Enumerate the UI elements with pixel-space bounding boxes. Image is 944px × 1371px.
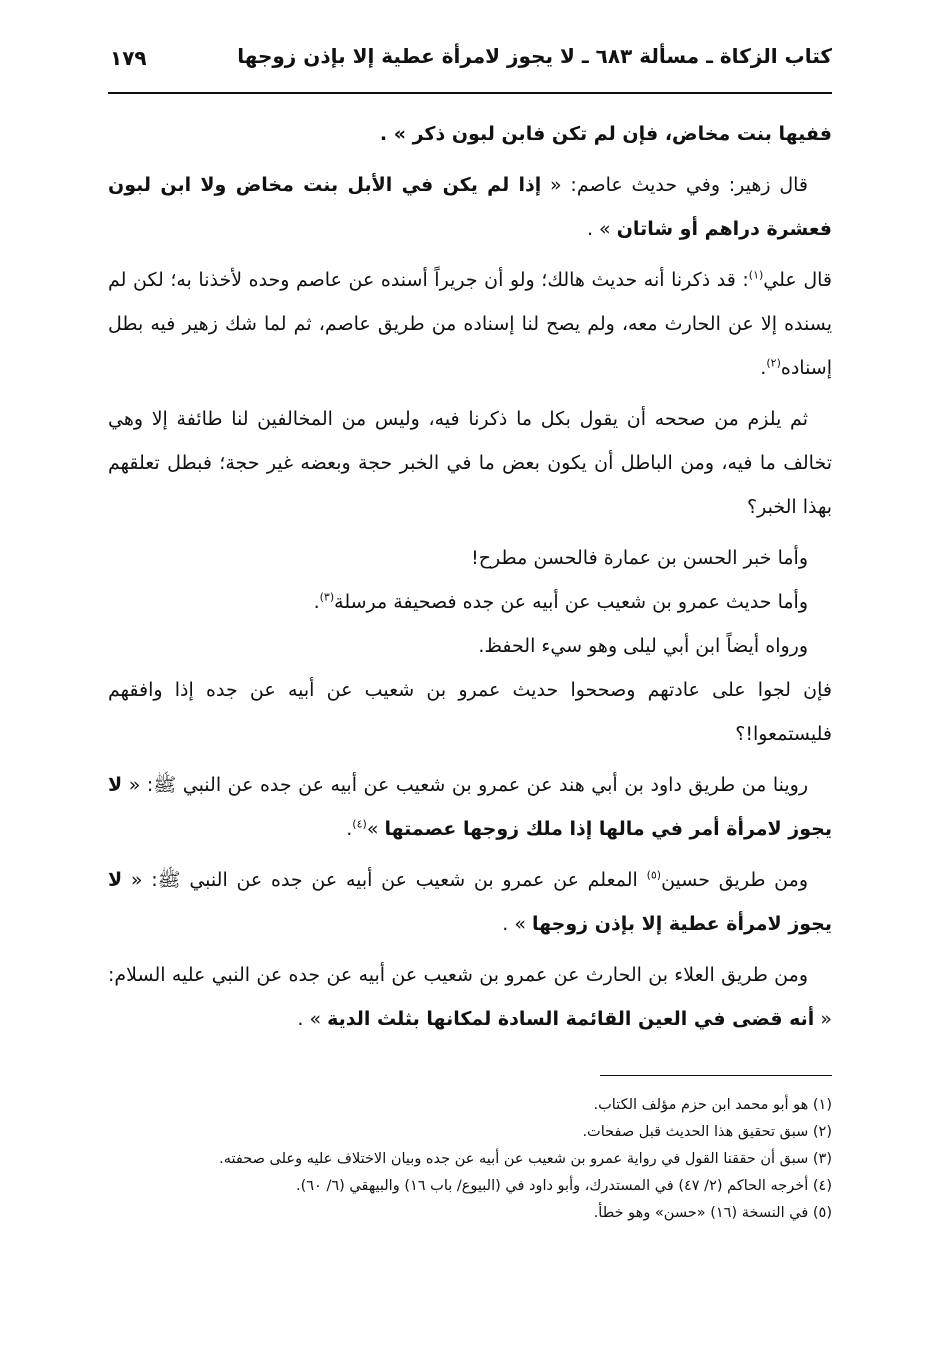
paragraph-7-text: ورواه أيضاً ابن أبي ليلى وهو سيء الحفظ. [478,635,808,657]
paragraph-11-lead: ومن طريق العلاء بن الحارث عن عمرو بن شعيب عن أبيه عن جده عن النبي عليه السلام: « [108,964,832,1030]
paragraph-1-text: ففيها بنت مخاض، فإن لم تكن فابن لبون ذكر » . [379,123,832,145]
paragraph-11 [108,953,832,1041]
paragraph-10-mid: المعلم عن عمرو بن شعيب عن أبيه عن جده عن النبي ﷺ: « [122,869,647,891]
paragraph-4 [108,397,832,529]
paragraph-7 [108,624,832,668]
paragraph-10-lead: ومن طريق حسين [661,869,809,891]
paragraph-10 [108,858,832,946]
header-rule [108,92,832,94]
paragraph-3-lead: قال علي [763,269,832,291]
paragraph-9-tail: » [366,818,385,840]
paragraph-5-text: وأما خبر الحسن بن عمارة فالحسن مطرح! [471,547,808,569]
paragraph-9-lead: روينا من طريق داود بن أبي هند عن عمرو بن شعيب عن أبيه عن جده عن النبي ﷺ: « [122,774,808,796]
paragraph-2-lead: قال زهير: وفي حديث عاصم: « [541,174,808,196]
footnote-ref-4[interactable]: (٤) [352,817,367,831]
footnote-ref-5[interactable]: (٥) [646,868,662,882]
paragraph-4-text: ثم يلزم من صححه أن يقول بكل ما ذكرنا فيه، وليس من المخالفين لنا طائفة إلا وهي تخالف ما فيه، ومن الباطل أن يكون بعض ما في الخبر حجة وبعضه غير حجة؛ فبطل تعلقهم بهذا الخبر؟ [108,408,832,518]
footnotes [108,1092,832,1227]
paragraph-6-tail: . [313,591,320,613]
footnote-1: (١) هو أبو محمد ابن حزم مؤلف الكتاب. [593,1097,832,1113]
footnote-4: (٤) أخرجه الحاكم (٢/ ٤٧) في المستدرك، وأبو داود في (البيوع/ باب ١٦) والبيهقي (٦/ ٦٠). [295,1178,832,1194]
page-number: ١٧٩ [110,46,147,70]
paragraph-3-mid: : قد ذكرنا أنه حديث هالك؛ ولو أن جريراً أسنده عن عاصم وحده لأخذنا به؛ لكن لم يسنده إلا عن الحارث معه، ولم يصح لنا إسناده من طريق عاصم، ثم لما شك زهير فيه بطل إسناده [108,269,832,379]
running-header [110,38,832,82]
paragraph-10-quote: لا يجوز لامرأة عطية إلا بإذن زوجها [108,869,832,935]
footnote-5: (٥) في النسخة (١٦) «حسن» وهو خطأ. [593,1205,832,1221]
footnote-separator [600,1075,832,1076]
footnote-3: (٣) سبق أن حققنا القول في رواية عمرو بن شعيب عن أبيه عن جده وبيان الاختلاف عليه وعلى صحفته. [219,1151,832,1167]
paragraph-6-text: وأما حديث عمرو بن شعيب عن أبيه عن جده فصحيفة مرسلة [334,591,808,613]
footnote-2: (٢) سبق تحقيق هذا الحديث قبل صفحات. [582,1124,832,1140]
paragraph-9 [108,763,832,851]
paragraph-6 [108,580,832,624]
paragraph-8 [108,668,832,756]
main-text [108,112,832,1048]
paragraph-11-quote: أنه قضى في العين القائمة السادة لمكانها بثلث الدية [327,1008,815,1030]
paragraph-5 [108,536,832,580]
paragraph-2 [108,163,832,251]
paragraph-3-tail: . [760,357,767,379]
paragraph-9-end: . [346,818,353,840]
paragraph-2-tail: » . [586,218,617,240]
footnote-ref-1[interactable]: (١) [748,268,764,282]
paragraph-3 [108,258,832,390]
paragraph-2-quote: إذا لم يكن في الأبل بنت مخاض ولا ابن لبون فعشرة دراهم أو شاتان [108,174,832,240]
paragraph-10-tail: » . [502,913,532,935]
header-title: كتاب الزكاة ـ مسألة ٦٨٣ ـ لا يجوز لامرأة عطية إلا بإذن زوجها [237,44,832,68]
footnote-ref-3[interactable]: (٣) [319,590,335,604]
footnote-ref-2[interactable]: (٢) [766,356,781,370]
paragraph-11-tail: » . [297,1008,328,1030]
paragraph-9-quote: لا يجوز لامرأة أمر في مالها إذا ملك زوجها عصمتها [108,774,832,840]
paragraph-1 [108,112,832,156]
paragraph-8-text: فإن لجوا على عادتهم وصححوا حديث عمرو بن شعيب عن أبيه عن جده إذا وافقهم فليستمعوا!؟ [108,679,832,745]
